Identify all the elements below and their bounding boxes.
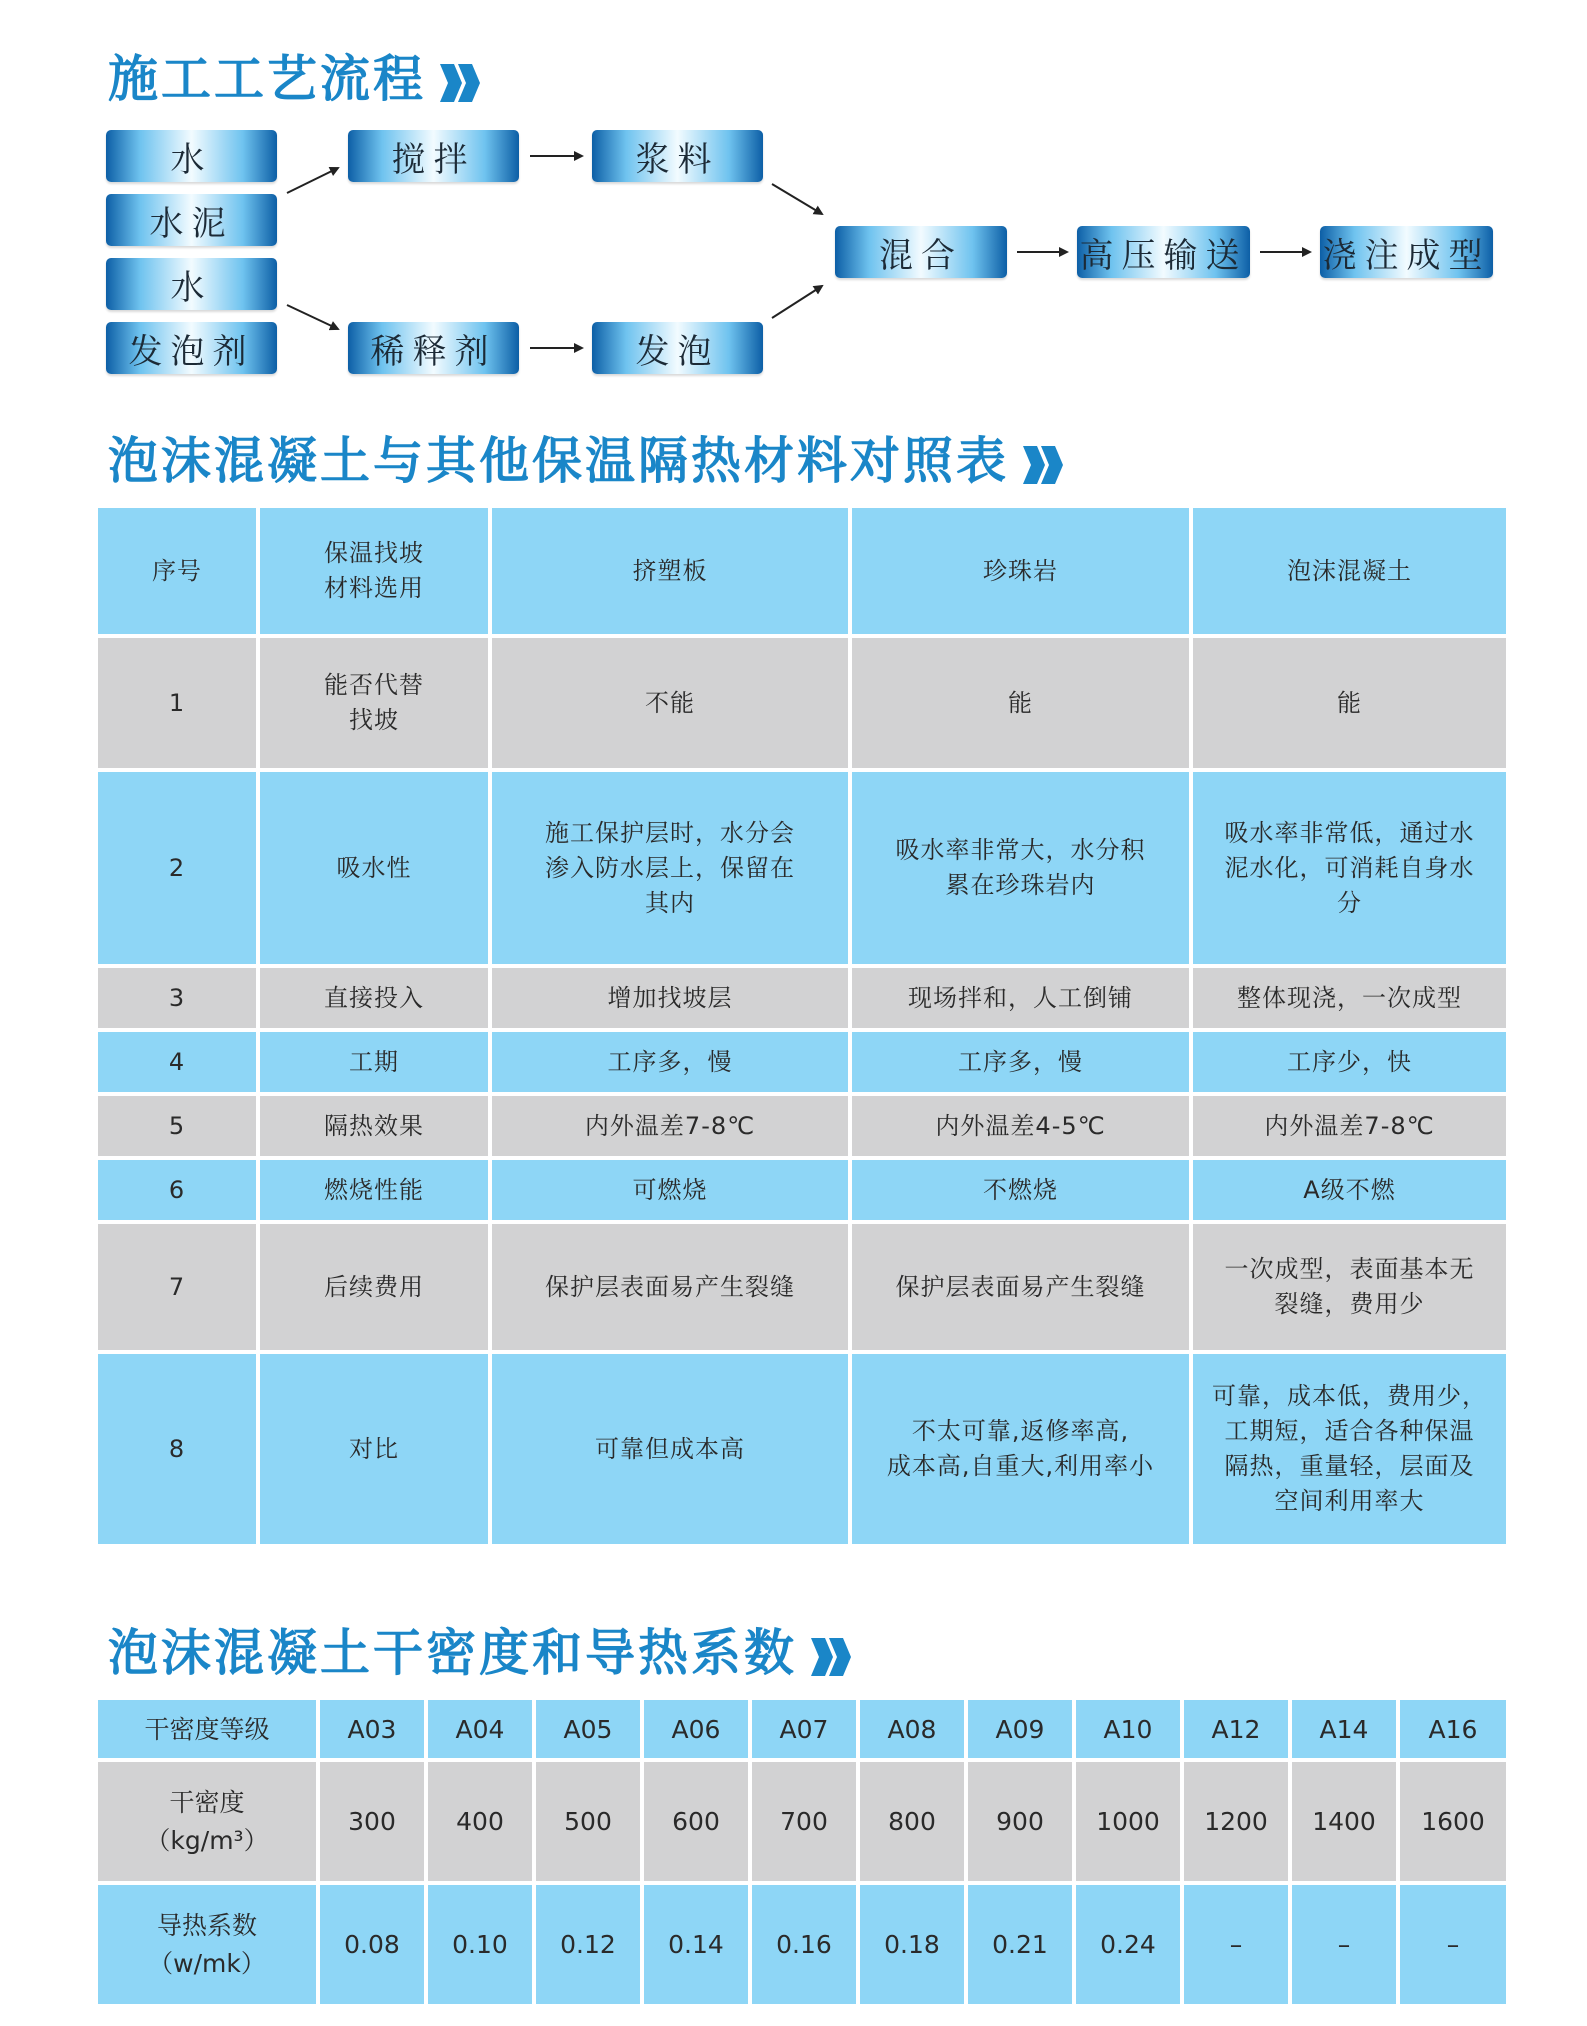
table-row xyxy=(96,1158,1508,1222)
cell-foam-concrete: 泡沫混凝土 xyxy=(1191,506,1508,636)
cell-material: 后续费用 xyxy=(258,1222,490,1352)
flow-node-water: 水 xyxy=(106,130,277,182)
conductivity-value-cell: 0.12 xyxy=(534,1883,642,2006)
density-table xyxy=(94,1696,1510,2008)
density-value-cell: 400 xyxy=(426,1760,534,1883)
cell-foam-concrete: 一次成型，表面基本无 裂缝，费用少 xyxy=(1191,1222,1508,1352)
conductivity-row xyxy=(96,1883,1508,2006)
cell-index: 序号 xyxy=(96,506,258,636)
flow-node-hp-transport: 高压输送 xyxy=(1077,226,1250,278)
cell-material: 工期 xyxy=(258,1030,490,1094)
cell-material: 燃烧性能 xyxy=(258,1158,490,1222)
cell-foam-concrete: 吸水率非常低，通过水 泥水化，可消耗自身水 分 xyxy=(1191,770,1508,966)
density-row xyxy=(96,1760,1508,1883)
table-row xyxy=(96,636,1508,770)
process-title-text: 施工工艺流程 xyxy=(108,49,426,108)
cell-xps: 可靠但成本高 xyxy=(490,1352,850,1546)
flow-node-stirring: 搅拌 xyxy=(348,130,519,182)
cell-material: 吸水性 xyxy=(258,770,490,966)
conductivity-value-cell: – xyxy=(1182,1883,1290,2006)
density-value-cell: 900 xyxy=(966,1760,1074,1883)
cell-perlite: 现场拌和，人工倒铺 xyxy=(850,966,1191,1030)
cell-index: 5 xyxy=(96,1094,258,1158)
cell-material: 对比 xyxy=(258,1352,490,1546)
arrow-to-stirring xyxy=(287,168,338,193)
grade-cell: A03 xyxy=(318,1698,426,1760)
conductivity-value-cell: 0.21 xyxy=(966,1883,1074,2006)
conductivity-value-cell: 0.10 xyxy=(426,1883,534,2006)
cell-foam-concrete: 可靠，成本低，费用少， 工期短，适合各种保温 隔热，重量轻，层面及 空间利用率大 xyxy=(1191,1352,1508,1546)
flow-node-slurry: 浆料 xyxy=(592,130,763,182)
conductivity-unit: （w/mk） xyxy=(148,1948,266,1978)
double-chevron-icon xyxy=(1021,442,1067,488)
comparison-title xyxy=(108,431,1067,490)
cell-perlite: 能 xyxy=(850,636,1191,770)
flow-node-diluent: 稀释剂 xyxy=(348,322,519,374)
table-row xyxy=(96,770,1508,966)
conductivity-value-cell: 0.18 xyxy=(858,1883,966,2006)
grade-cell: A12 xyxy=(1182,1698,1290,1760)
cell-index: 7 xyxy=(96,1222,258,1352)
cell-perlite: 不燃烧 xyxy=(850,1158,1191,1222)
comparison-title-text: 泡沫混凝土与其他保温隔热材料对照表 xyxy=(108,431,1009,490)
flow-node-mixing: 混合 xyxy=(835,226,1007,278)
cell-material: 隔热效果 xyxy=(258,1094,490,1158)
grade-cell: A14 xyxy=(1290,1698,1398,1760)
conductivity-value-cell: 0.14 xyxy=(642,1883,750,2006)
grade-cell: A06 xyxy=(642,1698,750,1760)
cell-index: 4 xyxy=(96,1030,258,1094)
cell-foam-concrete: A级不燃 xyxy=(1191,1158,1508,1222)
cell-xps: 不能 xyxy=(490,636,850,770)
header-row xyxy=(96,506,1508,636)
flow-node-water-2: 水 xyxy=(106,258,277,310)
density-value-cell: 700 xyxy=(750,1760,858,1883)
table-row xyxy=(96,1222,1508,1352)
density-value-cell: 1400 xyxy=(1290,1760,1398,1883)
double-chevron-icon xyxy=(809,1634,855,1680)
cell-index: 6 xyxy=(96,1158,258,1222)
grade-cell: A05 xyxy=(534,1698,642,1760)
grade-cell: A07 xyxy=(750,1698,858,1760)
density-value-cell: 500 xyxy=(534,1760,642,1883)
cell-perlite: 工序多，慢 xyxy=(850,1030,1191,1094)
density-label-cell xyxy=(96,1760,318,1883)
conductivity-value-cell: – xyxy=(1398,1883,1508,2006)
grade-header-label: 干密度等级 xyxy=(96,1698,318,1760)
conductivity-label-cell xyxy=(96,1883,318,2006)
cell-xps: 工序多，慢 xyxy=(490,1030,850,1094)
conductivity-value-cell: 0.08 xyxy=(318,1883,426,2006)
table-row xyxy=(96,1352,1508,1546)
grade-row xyxy=(96,1698,1508,1760)
cell-index: 2 xyxy=(96,770,258,966)
arrow-slurry-to-mixing xyxy=(772,184,822,214)
cell-material: 保温找坡 材料选用 xyxy=(258,506,490,636)
cell-perlite: 吸水率非常大，水分积 累在珍珠岩内 xyxy=(850,770,1191,966)
conductivity-label: 导热系数 xyxy=(156,1910,257,1940)
conductivity-value-cell: 0.16 xyxy=(750,1883,858,2006)
comparison-table xyxy=(94,504,1510,1548)
arrow-to-diluent xyxy=(287,305,338,329)
cell-xps: 施工保护层时，水分会 渗入防水层上，保留在 其内 xyxy=(490,770,850,966)
cell-xps: 增加找坡层 xyxy=(490,966,850,1030)
table-row xyxy=(96,1030,1508,1094)
cell-xps: 内外温差7-8℃ xyxy=(490,1094,850,1158)
cell-foam-concrete: 内外温差7-8℃ xyxy=(1191,1094,1508,1158)
grade-cell: A16 xyxy=(1398,1698,1508,1760)
cell-perlite: 珍珠岩 xyxy=(850,506,1191,636)
density-title xyxy=(108,1623,855,1682)
cell-material: 能否代替 找坡 xyxy=(258,636,490,770)
cell-foam-concrete: 整体现浇，一次成型 xyxy=(1191,966,1508,1030)
cell-perlite: 保护层表面易产生裂缝 xyxy=(850,1222,1191,1352)
cell-perlite: 内外温差4-5℃ xyxy=(850,1094,1191,1158)
cell-material: 直接投入 xyxy=(258,966,490,1030)
cell-xps: 保护层表面易产生裂缝 xyxy=(490,1222,850,1352)
density-label: 干密度 xyxy=(169,1787,245,1817)
density-value-cell: 300 xyxy=(318,1760,426,1883)
cell-foam-concrete: 工序少，快 xyxy=(1191,1030,1508,1094)
density-value-cell: 800 xyxy=(858,1760,966,1883)
flow-node-foaming-agent: 发泡剂 xyxy=(106,322,277,374)
density-value-cell: 1000 xyxy=(1074,1760,1182,1883)
flow-node-pour-forming: 浇注成型 xyxy=(1320,226,1493,278)
density-title-text: 泡沫混凝土干密度和导热系数 xyxy=(108,1623,797,1682)
cell-xps: 可燃烧 xyxy=(490,1158,850,1222)
grade-cell: A10 xyxy=(1074,1698,1182,1760)
density-unit: （kg/m³） xyxy=(145,1825,269,1855)
arrow-foaming-to-mixing xyxy=(772,286,822,318)
density-value-cell: 1200 xyxy=(1182,1760,1290,1883)
grade-cell: A09 xyxy=(966,1698,1074,1760)
cell-index: 1 xyxy=(96,636,258,770)
flow-node-cement: 水泥 xyxy=(106,194,277,246)
conductivity-value-cell: – xyxy=(1290,1883,1398,2006)
table-row xyxy=(96,966,1508,1030)
cell-foam-concrete: 能 xyxy=(1191,636,1508,770)
grade-cell: A08 xyxy=(858,1698,966,1760)
cell-perlite: 不太可靠,返修率高, 成本高,自重大,利用率小 xyxy=(850,1352,1191,1546)
flow-node-foaming: 发泡 xyxy=(592,322,763,374)
cell-xps: 挤塑板 xyxy=(490,506,850,636)
cell-index: 3 xyxy=(96,966,258,1030)
density-value-cell: 600 xyxy=(642,1760,750,1883)
table-row xyxy=(96,1094,1508,1158)
grade-cell: A04 xyxy=(426,1698,534,1760)
conductivity-value-cell: 0.24 xyxy=(1074,1883,1182,2006)
flow-arrows xyxy=(0,0,1587,420)
cell-index: 8 xyxy=(96,1352,258,1546)
density-value-cell: 1600 xyxy=(1398,1760,1508,1883)
